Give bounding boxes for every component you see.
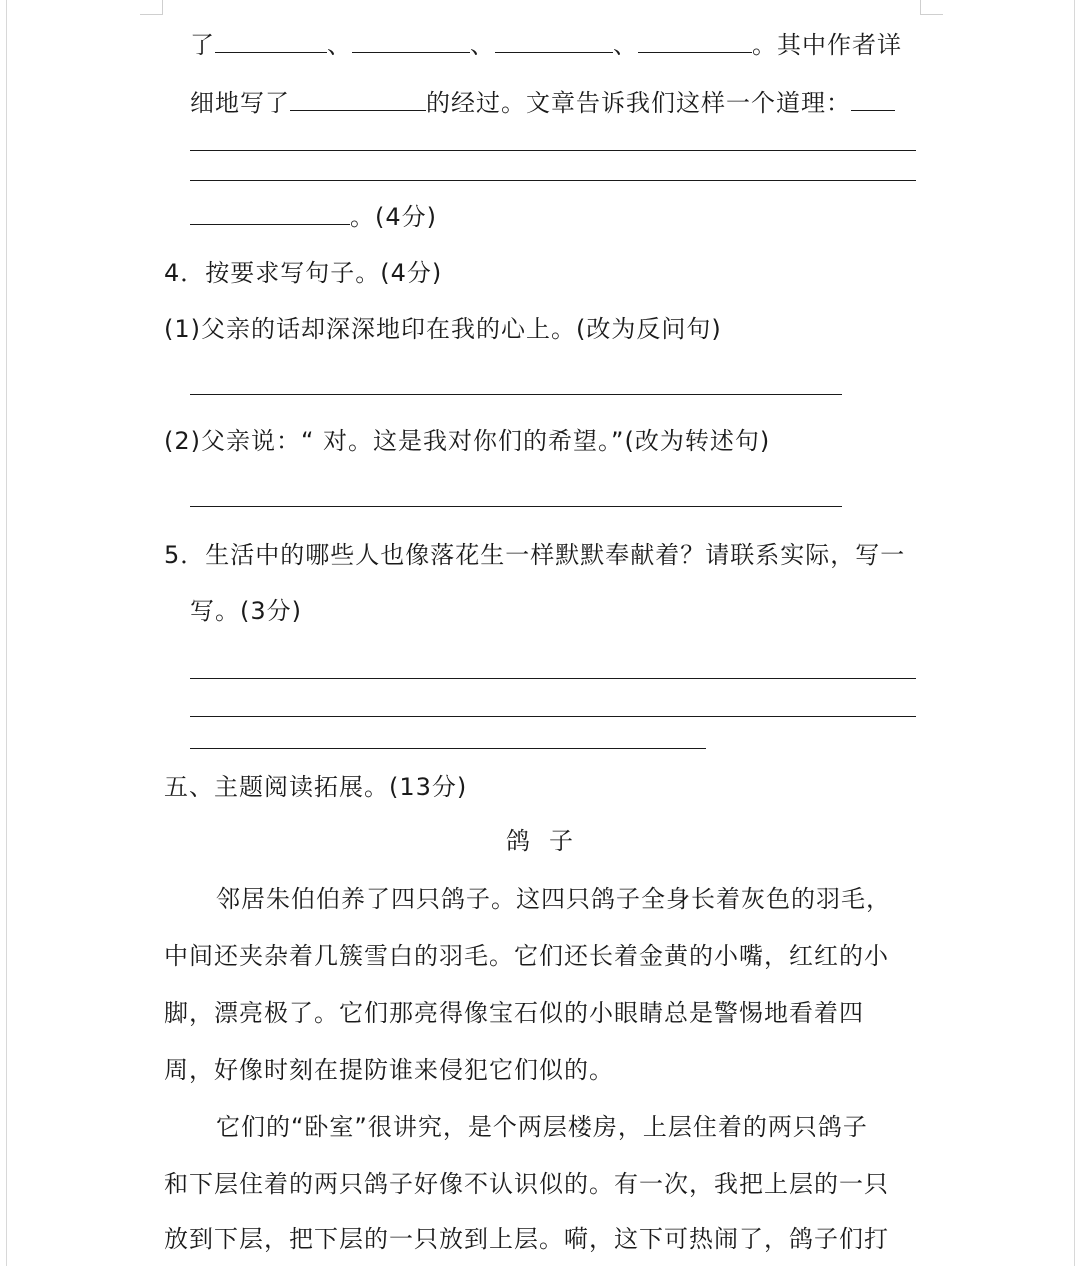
q5-line-1: 5．生活中的哪些人也像落花生一样默默奉献着？请联系实际，写一 <box>164 541 906 569</box>
page-border-right <box>1074 0 1075 1266</box>
answer-blank[interactable] <box>190 198 350 225</box>
page-border-left <box>6 0 7 1266</box>
answer-line[interactable] <box>190 394 842 395</box>
crop-mark-top-left <box>140 0 163 15</box>
answer-blank[interactable] <box>215 26 327 53</box>
passage-line: 脚，漂亮极了。它们那亮得像宝石似的小眼睛总是警惕地看着四 <box>164 999 864 1027</box>
passage-line: 它们的“卧室”很讲究，是个两层楼房，上层住着的两只鸽子 <box>216 1113 868 1141</box>
passage-line: 放到下层，把下层的一只放到上层。嗬，这下可热闹了，鸽子们打 <box>164 1225 889 1253</box>
q3-line-1: 了 、 、 、 。其中作者详 <box>190 26 902 62</box>
passage-line: 邻居朱伯伯养了四只鸽子。这四只鸽子全身长着灰色的羽毛， <box>216 885 891 913</box>
q4-heading: 4．按要求写句子。(4分) <box>164 259 443 287</box>
answer-line[interactable] <box>190 748 706 749</box>
answer-line[interactable] <box>190 716 916 717</box>
q4-item-1: (1)父亲的话却深深地印在我的心上。(改为反问句) <box>164 315 722 343</box>
section-5-heading: 五、主题阅读拓展。(13分) <box>164 773 468 801</box>
q3-line-5: 。(4分) <box>190 198 437 234</box>
answer-line[interactable] <box>190 678 916 679</box>
answer-blank[interactable] <box>290 84 426 111</box>
passage-title: 鸽 子 <box>506 827 574 855</box>
passage-line: 和下层住着的两只鸽子好像不认识似的。有一次，我把上层的一只 <box>164 1170 889 1198</box>
answer-blank[interactable] <box>851 84 895 111</box>
q3-line-2: 细地写了 的经过。文章告诉我们这样一个道理： <box>190 84 895 120</box>
answer-line[interactable] <box>190 150 916 151</box>
answer-blank[interactable] <box>495 26 613 53</box>
passage-line: 中间还夹杂着几簇雪白的羽毛。它们还长着金黄的小嘴，红红的小 <box>164 942 889 970</box>
crop-mark-top-right <box>920 0 943 15</box>
answer-line[interactable] <box>190 180 916 181</box>
passage-line: 周，好像时刻在提防谁来侵犯它们似的。 <box>164 1056 614 1084</box>
q5-line-2: 写。(3分) <box>190 597 302 625</box>
answer-blank[interactable] <box>638 26 752 53</box>
answer-blank[interactable] <box>352 26 470 53</box>
answer-line[interactable] <box>190 506 842 507</box>
q4-item-2: (2)父亲说：“ 对。这是我对你们的希望。”(改为转述句) <box>164 427 771 455</box>
